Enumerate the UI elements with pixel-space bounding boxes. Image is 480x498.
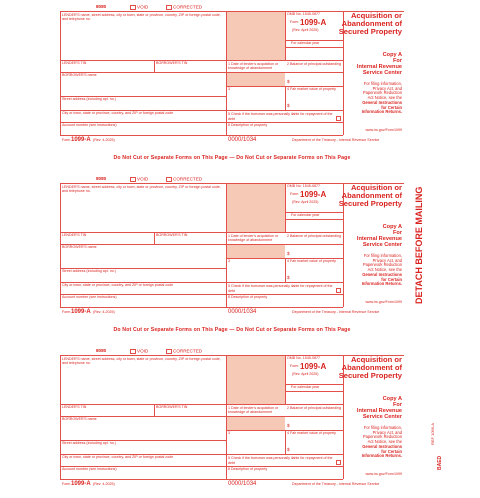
calendar-year: For calendar year bbox=[291, 213, 320, 217]
form-title: Acquisition or Abandonment of Secured Property bbox=[338, 11, 402, 37]
footer-revision: (Rev. 4-2025) bbox=[93, 310, 115, 314]
form-code: 8080 bbox=[96, 348, 107, 353]
form-word: Form bbox=[290, 364, 299, 368]
copy-a-label: Copy A For Internal Revenue Service Center bbox=[356, 52, 402, 77]
account-number: Account number (see instructions) bbox=[62, 467, 117, 471]
footer-revision: (Rev. 4-2025) bbox=[93, 138, 115, 142]
footer-form-number: 1099-A bbox=[71, 309, 91, 315]
borrower-tin: BORROWER'S TIN bbox=[156, 233, 188, 237]
form-title: Acquisition or Abandonment of Secured Property bbox=[338, 355, 402, 381]
street-address: Street address (including apt. no.) bbox=[62, 441, 116, 445]
box2-dollar: $ bbox=[287, 251, 290, 256]
city-address: City or town, state or province, country, and ZIP or foreign postal code bbox=[62, 111, 174, 115]
form-sheet bbox=[60, 2, 404, 487]
account-number: Account number (see instructions) bbox=[62, 295, 117, 299]
footer-form-word: Form bbox=[62, 482, 71, 486]
form-number: 1099-A bbox=[300, 190, 327, 199]
lender-header: LENDER'S name, street address, city or town, state or province, country, ZIP or foreign postal code, and telephone no. bbox=[62, 13, 221, 22]
borrower-name: BORROWER'S name bbox=[62, 417, 97, 421]
omb-number: OMB No. 1545-0877 bbox=[287, 356, 320, 360]
corrected-box[interactable] bbox=[166, 5, 172, 10]
catalog-number: 0000/1034 bbox=[228, 481, 257, 487]
void-box[interactable] bbox=[130, 349, 136, 354]
box6-label: 6 Description of property bbox=[228, 123, 268, 127]
borrower-tin: BORROWER'S TIN bbox=[156, 61, 188, 65]
box4-dollar: $ bbox=[287, 103, 290, 108]
box1-label: 1 Date of lender's acquisition or knowledge of abandonment bbox=[228, 62, 279, 71]
form-revision: (Rev. April 2025) bbox=[292, 28, 319, 32]
corrected-checkbox[interactable]: CORRECTED bbox=[166, 349, 202, 354]
form-code: 8080 bbox=[96, 176, 107, 181]
treasury-dept: Department of the Treasury - Internal Revenue Service bbox=[292, 138, 380, 142]
irs-website: www.irs.gov/Form1099 bbox=[365, 128, 402, 132]
box2-label: 2 Balance of principal outstanding bbox=[287, 234, 341, 238]
box4-label: 4 Fair market value of property bbox=[287, 87, 336, 91]
corrected-box[interactable] bbox=[166, 177, 172, 182]
box3-label: 3 bbox=[228, 87, 230, 91]
box5-label: 5 Check if the borrower was personally liable for repayment of the debt bbox=[228, 284, 333, 294]
form-title: Acquisition or Abandonment of Secured Property bbox=[338, 183, 402, 209]
filing-info: For filing information, Privacy Act, and Paperwork Reduction Act Notice, see the General Instructions for Certain Information Returns. bbox=[361, 425, 402, 459]
box2-label: 2 Balance of principal outstanding bbox=[287, 62, 341, 66]
footer-form-word: Form bbox=[62, 310, 71, 314]
account-number: Account number (see instructions) bbox=[62, 123, 117, 127]
void-box[interactable] bbox=[130, 177, 136, 182]
box4-label: 4 Fair market value of property bbox=[287, 259, 336, 263]
calendar-year: For calendar year bbox=[291, 385, 320, 389]
omb-number: OMB No. 1545-0877 bbox=[287, 184, 320, 188]
form-number: 1099-A bbox=[300, 362, 327, 371]
cut-notice: Do Not Cut or Separate Forms on This Page — Do Not Cut or Separate Forms on This Page bbox=[113, 155, 351, 161]
form-revision: (Rev. April 2025) bbox=[292, 200, 319, 204]
copy-a-label: Copy A For Internal Revenue Service Center bbox=[356, 224, 402, 249]
footer-revision: (Rev. 4-2025) bbox=[93, 482, 115, 486]
lender-tin: LENDER'S TIN bbox=[62, 233, 87, 237]
void-checkbox[interactable]: VOID bbox=[130, 349, 148, 354]
detach-notice: DETACH BEFORE MAILING bbox=[414, 186, 424, 304]
void-checkbox[interactable]: VOID bbox=[130, 5, 148, 10]
irs-website: www.irs.gov/Form1099 bbox=[365, 472, 402, 476]
box2-dollar: $ bbox=[287, 79, 290, 84]
footer-form-number: 1099-A bbox=[71, 481, 91, 487]
filing-info: For filing information, Privacy Act, and Paperwork Reduction Act Notice, see the General Instructions for Certain Information Returns. bbox=[361, 253, 402, 287]
box4-dollar: $ bbox=[287, 275, 290, 280]
lender-header: LENDER'S name, street address, city or town, state or province, country, ZIP or foreign postal code, and telephone no. bbox=[62, 357, 221, 366]
cut-notice: Do Not Cut or Separate Forms on This Page — Do Not Cut or Separate Forms on This Page bbox=[113, 327, 351, 333]
box5-checkbox[interactable] bbox=[336, 288, 341, 293]
omb-number: OMB No. 1545-0877 bbox=[287, 12, 320, 16]
catalog-number: 0000/1034 bbox=[228, 137, 257, 143]
calendar-year: For calendar year bbox=[291, 41, 320, 45]
borrower-name: BORROWER'S name bbox=[62, 245, 97, 249]
box5-label: 5 Check if the borrower was personally liable for repayment of the debt bbox=[228, 112, 333, 122]
side-small-text: REF 1099-A bbox=[430, 422, 435, 445]
form-1099a-copy-3 bbox=[60, 346, 404, 498]
box5-label: 5 Check if the borrower was personally liable for repayment of the debt bbox=[228, 456, 333, 466]
side-code: BAED bbox=[437, 455, 443, 470]
street-address: Street address (including apt. no.) bbox=[62, 269, 116, 273]
treasury-dept: Department of the Treasury - Internal Revenue Service bbox=[292, 310, 380, 314]
lender-header: LENDER'S name, street address, city or town, state or province, country, ZIP or foreign postal code, and telephone no. bbox=[62, 185, 221, 194]
street-address: Street address (including apt. no.) bbox=[62, 97, 116, 101]
borrower-tin: BORROWER'S TIN bbox=[156, 405, 188, 409]
lender-tin: LENDER'S TIN bbox=[62, 61, 87, 65]
footer-form-number: 1099-A bbox=[71, 137, 91, 143]
corrected-checkbox[interactable]: CORRECTED bbox=[166, 5, 202, 10]
box4-label: 4 Fair market value of property bbox=[287, 431, 336, 435]
void-box[interactable] bbox=[130, 5, 136, 10]
form-1099a-copy-2 bbox=[60, 174, 404, 326]
borrower-name: BORROWER'S name bbox=[62, 73, 97, 77]
box5-checkbox[interactable] bbox=[336, 460, 341, 465]
city-address: City or town, state or province, country, and ZIP or foreign postal code bbox=[62, 283, 174, 287]
filing-info: For filing information, Privacy Act, and Paperwork Reduction Act Notice, see the General Instructions for Certain Information Returns. bbox=[361, 81, 402, 115]
form-number: 1099-A bbox=[300, 18, 327, 27]
corrected-box[interactable] bbox=[166, 349, 172, 354]
form-word: Form bbox=[290, 20, 299, 24]
lender-tin: LENDER'S TIN bbox=[62, 405, 87, 409]
box2-label: 2 Balance of principal outstanding bbox=[287, 406, 341, 410]
void-checkbox[interactable]: VOID bbox=[130, 177, 148, 182]
form-word: Form bbox=[290, 192, 299, 196]
form-1099a-copy-1 bbox=[60, 2, 404, 154]
box6-label: 6 Description of property bbox=[228, 467, 268, 471]
form-code: 8080 bbox=[96, 4, 107, 9]
form-revision: (Rev. April 2025) bbox=[292, 372, 319, 376]
box6-label: 6 Description of property bbox=[228, 295, 268, 299]
box1-label: 1 Date of lender's acquisition or knowledge of abandonment bbox=[228, 406, 279, 415]
box3-label: 3 bbox=[228, 259, 230, 263]
copy-a-label: Copy A For Internal Revenue Service Center bbox=[356, 396, 402, 421]
treasury-dept: Department of the Treasury - Internal Revenue Service bbox=[292, 482, 380, 486]
irs-website: www.irs.gov/Form1099 bbox=[365, 300, 402, 304]
city-address: City or town, state or province, country, and ZIP or foreign postal code bbox=[62, 455, 174, 459]
catalog-number: 0000/1034 bbox=[228, 309, 257, 315]
box3-label: 3 bbox=[228, 431, 230, 435]
box5-checkbox[interactable] bbox=[336, 116, 341, 121]
corrected-checkbox[interactable]: CORRECTED bbox=[166, 177, 202, 182]
footer-form-word: Form bbox=[62, 138, 71, 142]
box4-dollar: $ bbox=[287, 447, 290, 452]
box2-dollar: $ bbox=[287, 423, 290, 428]
box1-label: 1 Date of lender's acquisition or knowledge of abandonment bbox=[228, 234, 279, 243]
